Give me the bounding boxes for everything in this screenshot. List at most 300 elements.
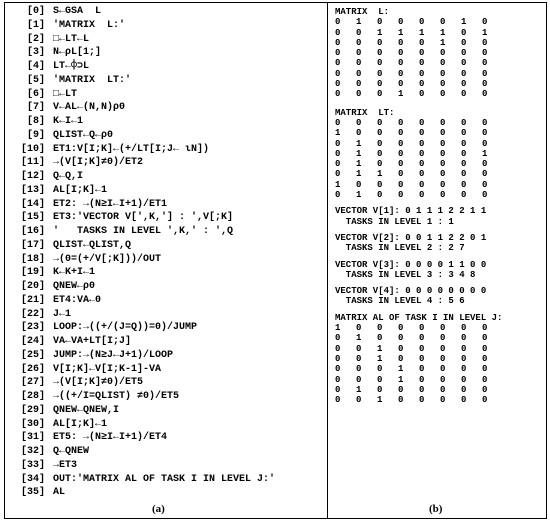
code-statement: AL — [53, 487, 66, 499]
matrix-cell: 0 — [461, 79, 467, 90]
matrix-cell: 0 — [377, 37, 383, 48]
matrix-cell: 0 — [461, 179, 467, 190]
matrix-cell: 0 — [356, 37, 362, 48]
matrix-cell: 0 — [398, 190, 404, 201]
matrix-cell: 0 — [440, 169, 446, 180]
code-statement: ET2: →(N≥I←I+1)/ET1 — [53, 198, 168, 210]
matrix-cell: 0 — [419, 323, 425, 334]
matrix-cell: 0 — [419, 190, 425, 201]
matrix-cell: 0 — [440, 384, 446, 395]
matrix-cell: 1 — [440, 37, 446, 48]
matrix-cell: 0 — [419, 17, 425, 28]
matrix-cell: 0 — [377, 138, 383, 149]
matrix-cell: 0 — [482, 333, 488, 344]
matrix-cell: 1 — [356, 384, 362, 395]
matrix-cell: 0 — [461, 364, 467, 375]
matrix-cell: 0 — [377, 374, 383, 385]
code-line — [9, 170, 325, 184]
matrix-cell: 0 — [461, 374, 467, 385]
line-number: [6] — [26, 88, 45, 100]
line-number: [18] — [20, 253, 45, 265]
matrix-cell: 0 — [377, 58, 383, 69]
line-number: [0] — [26, 6, 45, 17]
matrix-cell: 0 — [335, 27, 341, 38]
line-number: [11] — [20, 157, 45, 169]
matrix-cell: 0 — [377, 364, 383, 375]
line-number: [22] — [20, 308, 45, 320]
matrix-cell: 0 — [482, 364, 488, 375]
matrix-cell: 0 — [335, 343, 341, 354]
code-statement: ' TASKS IN LEVEL ',K,' : ',Q — [53, 226, 234, 237]
spacer — [335, 100, 547, 108]
code-line — [9, 239, 325, 253]
matrix-cell: 1 — [356, 138, 362, 149]
code-line — [9, 418, 325, 432]
line-number: [4] — [26, 61, 45, 72]
matrix-cell: 0 — [440, 190, 446, 201]
matrix-lt-title: MATRIX LT: — [335, 107, 395, 118]
code-line — [9, 445, 325, 459]
matrix-cell: 1 — [335, 179, 341, 190]
matrix-cell: 0 — [419, 138, 425, 149]
matrix-lt-row — [335, 118, 547, 128]
matrix-cell: 0 — [335, 138, 341, 149]
code-statement: QNEW←ρ0 — [53, 281, 96, 292]
matrix-cell: 0 — [398, 395, 404, 406]
matrix-cell: 0 — [335, 159, 341, 170]
code-line — [9, 115, 325, 129]
matrix-cell: 0 — [461, 159, 467, 170]
matrix-cell: 0 — [356, 343, 362, 354]
matrix-cell: 0 — [461, 190, 467, 201]
matrix-cell: 0 — [482, 79, 488, 90]
matrix-cell: 0 — [482, 374, 488, 385]
matrix-cell: 0 — [419, 117, 425, 128]
code-line — [9, 280, 325, 294]
matrix-cell: 0 — [440, 159, 446, 170]
matrix-cell: 0 — [356, 128, 362, 139]
matrix-cell: 0 — [356, 364, 362, 375]
matrix-lt-row — [335, 149, 547, 159]
matrix-cell: 1 — [482, 27, 488, 38]
matrix-cell: 0 — [482, 395, 488, 406]
code-line — [9, 5, 325, 19]
matrix-lt-row — [335, 139, 547, 149]
line-number: [8] — [26, 116, 45, 127]
matrix-l-row — [335, 38, 547, 48]
matrix-cell: 0 — [419, 353, 425, 364]
matrix-cell: 0 — [440, 333, 446, 344]
matrix-cell: 0 — [482, 169, 488, 180]
code-line — [9, 156, 325, 170]
tasks-line: TASKS IN LEVEL 3 : 3 4 8 — [335, 269, 476, 280]
code-line — [9, 46, 325, 60]
matrix-cell: 0 — [377, 68, 383, 79]
matrix-cell: 0 — [482, 117, 488, 128]
matrix-cell: 0 — [440, 68, 446, 79]
code-statement: ET1:V[I;K]←(+/LT[I;J← ιN]) — [53, 143, 210, 155]
matrix-l-row — [335, 28, 547, 38]
matrix-cell: 0 — [461, 395, 467, 406]
matrix-cell: 1 — [356, 159, 362, 170]
matrix-cell: 1 — [482, 148, 488, 159]
code-line — [9, 349, 325, 363]
matrix-cell: 0 — [461, 68, 467, 79]
code-statement: QLIST←Q←ρ0 — [53, 129, 114, 141]
matrix-cell: 0 — [461, 353, 467, 364]
matrix-cell: 1 — [398, 89, 404, 100]
line-number: [34] — [20, 473, 45, 485]
matrix-cell: 1 — [398, 374, 404, 385]
matrix-l-row — [335, 79, 547, 89]
matrix-cell: 0 — [461, 89, 467, 100]
line-number: [33] — [20, 459, 45, 471]
matrix-cell: 0 — [440, 374, 446, 385]
figure-frame — [4, 2, 547, 519]
matrix-cell: 1 — [356, 148, 362, 159]
matrix-cell: 0 — [440, 17, 446, 28]
code-statement: LOOP:→((+/(J=Q))=0)/JUMP — [53, 322, 198, 334]
matrix-cell: 1 — [440, 27, 446, 38]
code-line — [9, 294, 325, 308]
code-line — [9, 266, 325, 280]
code-line — [9, 225, 325, 239]
line-number: [26] — [20, 363, 45, 375]
matrix-cell: 0 — [356, 68, 362, 79]
code-line — [9, 321, 325, 335]
line-number: [5] — [26, 74, 45, 86]
matrix-cell: 0 — [419, 384, 425, 395]
code-line — [9, 101, 325, 115]
matrix-cell: 0 — [398, 58, 404, 69]
matrix-al-title: MATRIX AL OF TASK I IN LEVEL J: — [335, 312, 503, 323]
tasks-line: TASKS IN LEVEL 2 : 2 7 — [335, 243, 465, 254]
matrix-cell: 1 — [377, 343, 383, 354]
code-statement: JUMP:→(N≥J←J+1)/LOOP — [53, 349, 174, 361]
code-line — [9, 473, 325, 487]
matrix-al-row — [335, 354, 547, 364]
code-line — [9, 431, 325, 445]
matrix-cell: 0 — [398, 169, 404, 180]
matrix-cell: 0 — [335, 364, 341, 375]
code-line — [9, 390, 325, 404]
matrix-cell: 0 — [440, 79, 446, 90]
code-line — [9, 308, 325, 322]
code-line — [9, 335, 325, 349]
matrix-cell: 0 — [482, 58, 488, 69]
matrix-cell: 0 — [419, 395, 425, 406]
line-number: [16] — [20, 226, 45, 237]
matrix-cell: 0 — [356, 395, 362, 406]
matrix-cell: 0 — [356, 179, 362, 190]
tasks-line: TASKS IN LEVEL 1 : 1 — [335, 216, 454, 227]
matrix-cell: 0 — [482, 138, 488, 149]
matrix-cell: 0 — [377, 17, 383, 28]
matrix-cell: 0 — [461, 58, 467, 69]
matrix-cell: 0 — [419, 364, 425, 375]
code-statement: □←LT←L — [53, 33, 90, 45]
matrix-cell: 0 — [419, 374, 425, 385]
caption-b: (b) — [429, 503, 443, 515]
matrix-cell: 0 — [377, 333, 383, 344]
code-statement: AL[I;K]←1 — [53, 418, 108, 430]
matrix-cell: 0 — [482, 17, 488, 28]
matrix-cell: 0 — [377, 89, 383, 100]
matrix-cell: 1 — [335, 128, 341, 139]
matrix-lt-row — [335, 159, 547, 169]
matrix-cell: 0 — [377, 128, 383, 139]
code-statement: Q←QNEW — [53, 446, 90, 457]
code-line — [9, 486, 325, 500]
matrix-cell: 1 — [356, 169, 362, 180]
matrix-cell: 0 — [377, 179, 383, 190]
matrix-l-title: MATRIX L: — [335, 7, 390, 17]
matrix-cell: 0 — [335, 148, 341, 159]
matrix-cell: 0 — [461, 128, 467, 139]
matrix-cell: 0 — [398, 353, 404, 364]
matrix-cell: 0 — [335, 68, 341, 79]
code-line — [9, 363, 325, 377]
matrix-cell: 0 — [461, 37, 467, 48]
matrix-cell: 0 — [335, 58, 341, 69]
code-statement: S←GSA L — [53, 6, 102, 17]
code-statement: QLIST←QLIST,Q — [53, 239, 132, 251]
matrix-cell: 0 — [335, 384, 341, 395]
code-statement: →(V[I;K]≠0)/ET2 — [53, 157, 144, 169]
matrix-cell: 0 — [461, 117, 467, 128]
matrix-cell: 0 — [398, 138, 404, 149]
line-number: [29] — [20, 404, 45, 416]
matrix-cell: 0 — [440, 343, 446, 354]
matrix-cell: 1 — [356, 333, 362, 344]
matrix-al-row — [335, 323, 547, 333]
matrix-cell: 0 — [335, 79, 341, 90]
matrix-al-row — [335, 364, 547, 374]
matrix-cell: 0 — [482, 159, 488, 170]
matrix-cell: 0 — [440, 58, 446, 69]
matrix-cell: 0 — [398, 128, 404, 139]
line-number: [32] — [20, 446, 45, 457]
matrix-cell: 0 — [440, 117, 446, 128]
code-line — [9, 88, 325, 102]
matrix-cell: 1 — [377, 395, 383, 406]
matrix-cell: 0 — [335, 117, 341, 128]
matrix-cell: 0 — [482, 128, 488, 139]
matrix-cell: 0 — [377, 159, 383, 170]
code-statement: 'MATRIX LT:' — [53, 74, 132, 86]
matrix-cell: 1 — [419, 27, 425, 38]
code-statement: K←K+I←1 — [53, 267, 96, 279]
code-statement: LT←⌽⊃L — [53, 61, 90, 72]
matrix-cell: 0 — [419, 89, 425, 100]
matrix-cell: 0 — [482, 48, 488, 59]
line-number: [7] — [26, 102, 45, 114]
matrix-l-row — [335, 17, 547, 27]
matrix-cell: 0 — [398, 159, 404, 170]
matrix-cell: 0 — [419, 169, 425, 180]
line-number: [3] — [26, 47, 45, 59]
line-number: [25] — [20, 349, 45, 361]
line-number: [1] — [26, 19, 45, 31]
matrix-lt-row — [335, 169, 547, 179]
matrix-cell: 0 — [461, 384, 467, 395]
matrix-l-row — [335, 89, 547, 99]
code-statement: →((+/I=QLIST) ≠0)/ET5 — [53, 391, 180, 402]
matrix-cell: 0 — [356, 353, 362, 364]
code-statement: →(0=(+/V[;K]))/OUT — [53, 253, 162, 265]
code-statement: K←I←1 — [53, 116, 84, 127]
code-statement: □←LT — [53, 88, 78, 100]
code-statement: V[I;K]←V[I;K-1]-VA — [53, 363, 162, 375]
matrix-cell: 0 — [482, 353, 488, 364]
matrix-cell: 1 — [398, 27, 404, 38]
code-statement: Q←Q,I — [53, 171, 84, 182]
matrix-cell: 0 — [461, 138, 467, 149]
matrix-cell: 0 — [461, 343, 467, 354]
matrix-al-row — [335, 395, 547, 405]
code-statement: →ET3 — [53, 459, 78, 471]
matrix-lt-row — [335, 180, 547, 190]
matrix-cell: 0 — [461, 323, 467, 334]
line-number: [2] — [26, 33, 45, 45]
vector-line: VECTOR V[3]: 0 0 0 0 1 1 0 0 — [335, 259, 487, 270]
matrix-cell: 0 — [482, 179, 488, 190]
matrix-cell: 0 — [440, 48, 446, 59]
line-number: [17] — [20, 239, 45, 251]
matrix-cell: 1 — [398, 364, 404, 375]
matrix-cell: 0 — [461, 333, 467, 344]
matrix-cell: 0 — [335, 37, 341, 48]
matrix-cell: 1 — [377, 169, 383, 180]
code-line — [9, 376, 325, 390]
matrix-cell: 0 — [461, 148, 467, 159]
line-number: [14] — [20, 198, 45, 210]
line-number: [13] — [20, 184, 45, 196]
matrix-lt-row — [335, 190, 547, 200]
matrix-cell: 0 — [356, 374, 362, 385]
line-number: [9] — [26, 129, 45, 141]
line-number: [21] — [20, 294, 45, 306]
code-line — [9, 253, 325, 267]
matrix-cell: 0 — [440, 138, 446, 149]
matrix-cell: 0 — [398, 148, 404, 159]
line-number: [35] — [20, 487, 45, 499]
matrix-cell: 0 — [398, 37, 404, 48]
matrix-cell: 0 — [419, 68, 425, 79]
matrix-cell: 0 — [398, 48, 404, 59]
matrix-cell: 1 — [335, 323, 341, 334]
matrix-cell: 0 — [335, 89, 341, 100]
line-number: [19] — [20, 267, 45, 279]
code-line — [9, 198, 325, 212]
line-number: [28] — [20, 391, 45, 402]
matrix-cell: 1 — [356, 190, 362, 201]
matrix-cell: 0 — [440, 179, 446, 190]
matrix-cell: 0 — [398, 117, 404, 128]
code-statement: J←1 — [53, 308, 72, 320]
matrix-cell: 0 — [440, 89, 446, 100]
matrix-cell: 0 — [377, 148, 383, 159]
matrix-cell: 0 — [482, 37, 488, 48]
code-statement: QNEW←QNEW,I — [53, 404, 120, 416]
matrix-cell: 0 — [335, 169, 341, 180]
matrix-cell: 1 — [356, 17, 362, 28]
matrix-cell: 0 — [461, 169, 467, 180]
code-statement: N←ρL[1;] — [53, 47, 102, 59]
vector-line: VECTOR V[2]: 0 0 1 1 2 2 0 1 — [335, 232, 487, 243]
matrix-cell: 0 — [440, 323, 446, 334]
line-number: [12] — [20, 171, 45, 182]
code-line — [9, 129, 325, 143]
code-line — [9, 143, 325, 157]
line-number: [15] — [20, 212, 45, 224]
apl-code-panel — [9, 5, 325, 500]
code-statement: AL[I;K]←1 — [53, 184, 108, 196]
matrix-lt-row — [335, 128, 547, 138]
matrix-cell: 0 — [398, 179, 404, 190]
matrix-cell: 0 — [398, 323, 404, 334]
code-statement: ET3:'VECTOR V[',K,'] : ',V[;K] — [53, 212, 234, 224]
line-number: [20] — [20, 281, 45, 292]
code-line — [9, 74, 325, 88]
matrix-cell: 0 — [461, 48, 467, 59]
matrix-l-row — [335, 58, 547, 68]
tasks-line: TASKS IN LEVEL 4 : 5 6 — [335, 296, 465, 307]
matrix-cell: 0 — [335, 374, 341, 385]
matrix-cell: 0 — [419, 333, 425, 344]
matrix-cell: 0 — [440, 148, 446, 159]
matrix-cell: 0 — [419, 37, 425, 48]
matrix-cell: 0 — [356, 79, 362, 90]
matrix-cell: 0 — [398, 384, 404, 395]
matrix-cell: 0 — [377, 79, 383, 90]
matrix-cell: 0 — [377, 323, 383, 334]
panel-divider — [327, 3, 328, 518]
vector-line: VECTOR V[1]: 0 1 1 1 2 2 1 1 — [335, 206, 487, 217]
matrix-cell: 0 — [335, 395, 341, 406]
matrix-l-row — [335, 48, 547, 58]
code-statement: VA←VA+LT[I;J] — [53, 336, 132, 347]
matrix-cell: 0 — [482, 323, 488, 334]
matrix-cell: 1 — [461, 17, 467, 28]
code-statement: →(V[I;K]≠0)/ET5 — [53, 377, 144, 389]
code-line — [9, 404, 325, 418]
matrix-cell: 0 — [461, 27, 467, 38]
code-line — [9, 60, 325, 74]
line-number: [27] — [20, 377, 45, 389]
matrix-cell: 0 — [356, 117, 362, 128]
code-line — [9, 19, 325, 33]
matrix-cell: 0 — [377, 190, 383, 201]
code-line — [9, 184, 325, 198]
matrix-al-row — [335, 333, 547, 343]
matrix-cell: 0 — [398, 333, 404, 344]
matrix-cell: 0 — [419, 148, 425, 159]
code-statement: ET4:VA←0 — [53, 294, 102, 306]
line-number: [23] — [20, 322, 45, 334]
matrix-al-row — [335, 344, 547, 354]
matrix-cell: 0 — [335, 17, 341, 28]
code-statement: V←AL←(N,N)ρ0 — [53, 102, 126, 114]
matrix-cell: 0 — [398, 17, 404, 28]
matrix-cell: 0 — [356, 58, 362, 69]
code-statement: 'MATRIX L:' — [53, 19, 126, 31]
matrix-l-row — [335, 69, 547, 79]
line-number: [10] — [20, 143, 45, 155]
code-line — [9, 459, 325, 473]
matrix-cell: 0 — [482, 190, 488, 201]
line-number: [24] — [20, 336, 45, 347]
